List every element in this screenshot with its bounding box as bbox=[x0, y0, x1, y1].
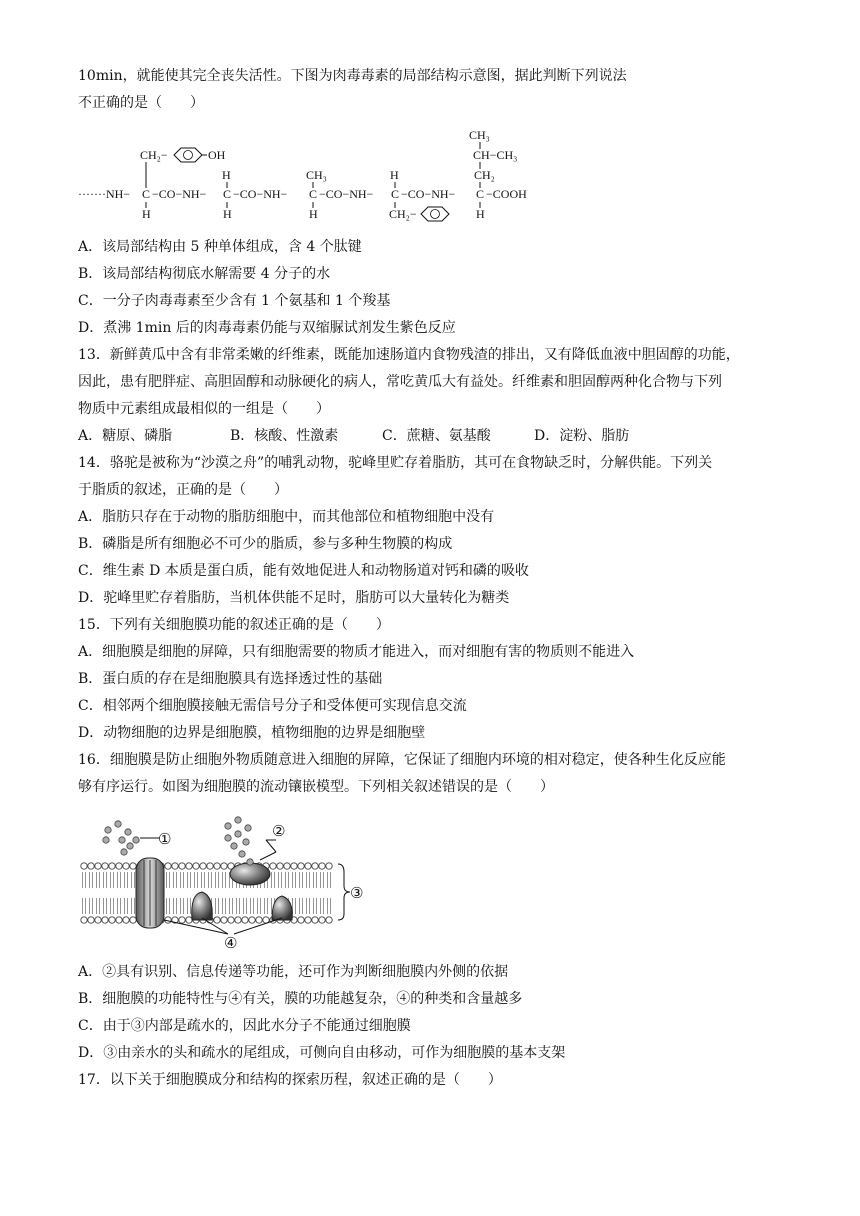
phospholipid-head bbox=[95, 863, 101, 869]
h-bottom-1: H bbox=[142, 207, 151, 221]
phospholipid-head bbox=[214, 917, 220, 923]
phospholipid-head bbox=[179, 917, 185, 923]
sugar-bead bbox=[115, 821, 121, 827]
h-bottom-5: H bbox=[476, 207, 485, 221]
q12-option-d: D．煮沸 1min 后的肉毒毒素仍能与双缩脲试剂发生紫色反应 bbox=[78, 320, 456, 336]
phospholipid-head bbox=[256, 917, 262, 923]
phospholipid-head bbox=[305, 863, 311, 869]
ch3-ala-label: CH₃ bbox=[306, 168, 327, 182]
ch2-phe-label: CH₂− bbox=[389, 207, 417, 221]
chain-start: ·······NH− bbox=[78, 187, 131, 201]
q12-option-a: A．该局部结构由 5 种单体组成，含 4 个肽键 bbox=[78, 239, 362, 255]
phospholipid-head bbox=[102, 863, 108, 869]
phospholipid-head bbox=[319, 863, 325, 869]
ch2-tyr-label: CH₂− bbox=[140, 148, 168, 162]
ch2-right-label: CH₂ bbox=[474, 168, 495, 182]
q12-option-b: B．该局部结构彻底水解需要 4 分子的水 bbox=[78, 266, 331, 282]
phospholipid-head bbox=[207, 863, 213, 869]
sugar-bead bbox=[127, 843, 133, 849]
phospholipid-head bbox=[284, 863, 290, 869]
phospholipid-head bbox=[179, 863, 185, 869]
ch3-top-label: CH₃ bbox=[469, 128, 490, 142]
phospholipid-head bbox=[81, 863, 87, 869]
phospholipid-head bbox=[165, 863, 171, 869]
phospholipid-head bbox=[270, 863, 276, 869]
sugar-bead bbox=[133, 837, 139, 843]
q16-option-d: D．③由亲水的头和疏水的尾组成，可侧向自由移动，可作为细胞膜的基本支架 bbox=[78, 1045, 566, 1061]
phospholipid-head bbox=[277, 863, 283, 869]
alpha-carbon-3: C bbox=[309, 187, 318, 201]
sugar-bead bbox=[235, 831, 241, 837]
q13-option-d: D．淀粉、脂肪 bbox=[534, 428, 630, 444]
label-1: ① bbox=[158, 830, 172, 848]
q13-stem-line-2: 因此，患有肥胖症、高胆固醇和动脉硬化的病人，常吃黄瓜大有益处。纤维素和胆固醇两种化合物与下列 bbox=[78, 374, 722, 390]
alpha-carbon-2: C bbox=[223, 187, 232, 201]
phospholipid-head bbox=[116, 917, 122, 923]
q15-option-a: A．细胞膜是细胞的屏障，只有细胞需要的物质才能进入，而对细胞有害的物质则不能进入 bbox=[78, 644, 635, 660]
phospholipid-head bbox=[95, 917, 101, 923]
carboxyl-group: −COOH bbox=[486, 187, 527, 201]
q15-stem: 15．下列有关细胞膜功能的叙述正确的是（ ） bbox=[78, 617, 390, 633]
phospholipid-head bbox=[298, 917, 304, 923]
sugar-bead bbox=[121, 849, 127, 855]
label-3: ③ bbox=[350, 884, 364, 902]
q15-option-b: B．蛋白质的存在是细胞膜具有选择透过性的基础 bbox=[78, 671, 383, 687]
phospholipid-head bbox=[88, 917, 94, 923]
phospholipid-head bbox=[200, 863, 206, 869]
q13-stem-line-1: 13．新鲜黄瓜中含有非常柔嫩的纤维素，既能加速肠道内食物残渣的排出，又有降低血液中胆固醇的功能， bbox=[78, 347, 740, 363]
phospholipid-head bbox=[109, 917, 115, 923]
phospholipid-head bbox=[81, 917, 87, 923]
alpha-carbon-1: C bbox=[142, 187, 151, 201]
phospholipid-head bbox=[193, 863, 199, 869]
q13-option-c: C．蔗糖、氨基酸 bbox=[382, 428, 491, 444]
q16-option-a: A．②具有识别、信息传递等功能，还可作为判断细胞膜内外侧的依据 bbox=[78, 964, 509, 980]
sugar-bead bbox=[103, 837, 109, 843]
phospholipid-head bbox=[242, 917, 248, 923]
h-top-label: H bbox=[390, 168, 399, 182]
q12-stem-line-1: 10min，就能使其完全丧失活性。下图为肉毒毒素的局部结构示意图，据此判断下列说法 bbox=[78, 68, 627, 84]
q16-stem-line-1: 16．细胞膜是防止细胞外物质随意进入细胞的屏障，它保证了细胞内环境的相对稳定，使各种生化反应能 bbox=[78, 752, 726, 768]
phospholipid-head bbox=[172, 863, 178, 869]
phospholipid-head bbox=[130, 917, 136, 923]
phospholipid-head bbox=[123, 917, 129, 923]
phospholipid-head bbox=[291, 863, 297, 869]
sugar-bead bbox=[225, 835, 231, 841]
h-bottom-2: H bbox=[223, 207, 232, 221]
sugar-bead bbox=[235, 817, 241, 823]
sugar-bead bbox=[245, 825, 251, 831]
q13-option-a: A．糖原、磷脂 bbox=[78, 428, 173, 444]
phospholipid-head bbox=[312, 917, 318, 923]
alpha-carbon-4: C bbox=[391, 187, 400, 201]
phospholipid-head bbox=[305, 917, 311, 923]
peptide-structure-diagram bbox=[78, 126, 548, 222]
q17-stem: 17．以下关于细胞膜成分和结构的探索历程，叙述正确的是（ ） bbox=[78, 1072, 502, 1088]
q14-stem-line-2: 于脂质的叙述，正确的是（ ） bbox=[78, 482, 288, 498]
phospholipid-head bbox=[221, 917, 227, 923]
q14-option-a: A．脂肪只存在于动物的脂肪细胞中，而其他部位和植物细胞中没有 bbox=[78, 509, 495, 525]
q16-option-b: B．细胞膜的功能特性与④有关，膜的功能越复杂，④的种类和含量越多 bbox=[78, 991, 523, 1007]
phospholipid-head bbox=[228, 917, 234, 923]
sugar-bead bbox=[125, 829, 131, 835]
sugar-bead bbox=[119, 837, 125, 843]
phospholipid-head bbox=[235, 917, 241, 923]
phospholipid-head bbox=[88, 863, 94, 869]
embedded-protein-1 bbox=[192, 892, 213, 920]
phospholipid-head bbox=[214, 863, 220, 869]
phospholipid-head bbox=[312, 863, 318, 869]
phospholipid-head bbox=[186, 917, 192, 923]
phospholipid-head bbox=[130, 863, 136, 869]
q14-option-b: B．磷脂是所有细胞必不可少的脂质，参与多种生物膜的构成 bbox=[78, 536, 453, 552]
phospholipid-head bbox=[221, 863, 227, 869]
sugar-bead bbox=[105, 827, 111, 833]
sugar-bead bbox=[231, 843, 237, 849]
phospholipid-head bbox=[102, 917, 108, 923]
q12-stem-line-2: 不正确的是（ ） bbox=[78, 95, 204, 111]
label-2: ② bbox=[272, 822, 286, 840]
phospholipid-head bbox=[123, 863, 129, 869]
ch-ch3-label: CH−CH₃ bbox=[473, 148, 518, 162]
h-top-label-2: H bbox=[222, 168, 231, 182]
peptide-bond-2: −CO−NH− bbox=[233, 187, 288, 201]
fluid-mosaic-model-diagram bbox=[78, 812, 378, 952]
q14-option-c: C．维生素 D 本质是蛋白质，能有效地促进人和动物肠道对钙和磷的吸收 bbox=[78, 563, 529, 579]
q16-option-c: C．由于③内部是疏水的，因此水分子不能通过细胞膜 bbox=[78, 1018, 411, 1034]
sugar-bead bbox=[225, 823, 231, 829]
q15-option-c: C．相邻两个细胞膜接触无需信号分子和受体便可实现信息交流 bbox=[78, 698, 467, 714]
sugar-bead bbox=[247, 859, 253, 865]
phospholipid-head bbox=[109, 863, 115, 869]
phospholipid-head bbox=[186, 863, 192, 869]
surface-protein bbox=[230, 863, 270, 885]
q12-option-c: C．一分子肉毒毒素至少含有 1 个氨基和 1 个羧基 bbox=[78, 293, 391, 309]
peptide-bond-1: −CO−NH− bbox=[152, 187, 207, 201]
h-bottom-3: H bbox=[309, 207, 318, 221]
alpha-carbon-5: C bbox=[476, 187, 485, 201]
phospholipid-head bbox=[298, 863, 304, 869]
peptide-bond-3: −CO−NH− bbox=[319, 187, 374, 201]
q13-stem-line-3: 物质中元素组成最相似的一组是（ ） bbox=[78, 401, 330, 417]
embedded-protein-2 bbox=[272, 896, 292, 920]
label-4: ④ bbox=[224, 934, 238, 952]
phospholipid-head bbox=[249, 917, 255, 923]
peptide-bond-4: −CO−NH− bbox=[401, 187, 456, 201]
q16-stem-line-2: 够有序运行。如图为细胞膜的流动镶嵌模型。下列相关叙述错误的是（ ） bbox=[78, 779, 554, 795]
sugar-bead bbox=[239, 851, 245, 857]
phospholipid-head bbox=[116, 863, 122, 869]
q15-option-d: D．动物细胞的边界是细胞膜，植物细胞的边界是细胞壁 bbox=[78, 725, 426, 741]
q14-stem-line-1: 14．骆驼是被称为“沙漠之舟”的哺乳动物，驼峰里贮存着脂肪，其可在食物缺乏时，分解供能。下列关 bbox=[78, 455, 713, 471]
oh-label: OH bbox=[208, 148, 226, 162]
q14-option-d: D．驼峰里贮存着脂肪，当机体供能不足时，脂肪可以大量转化为糖类 bbox=[78, 590, 510, 606]
sugar-bead bbox=[243, 839, 249, 845]
q13-option-b: B．核酸、性激素 bbox=[230, 428, 339, 444]
phospholipid-head bbox=[326, 917, 332, 923]
phospholipid-head bbox=[319, 917, 325, 923]
phospholipid-head bbox=[326, 863, 332, 869]
